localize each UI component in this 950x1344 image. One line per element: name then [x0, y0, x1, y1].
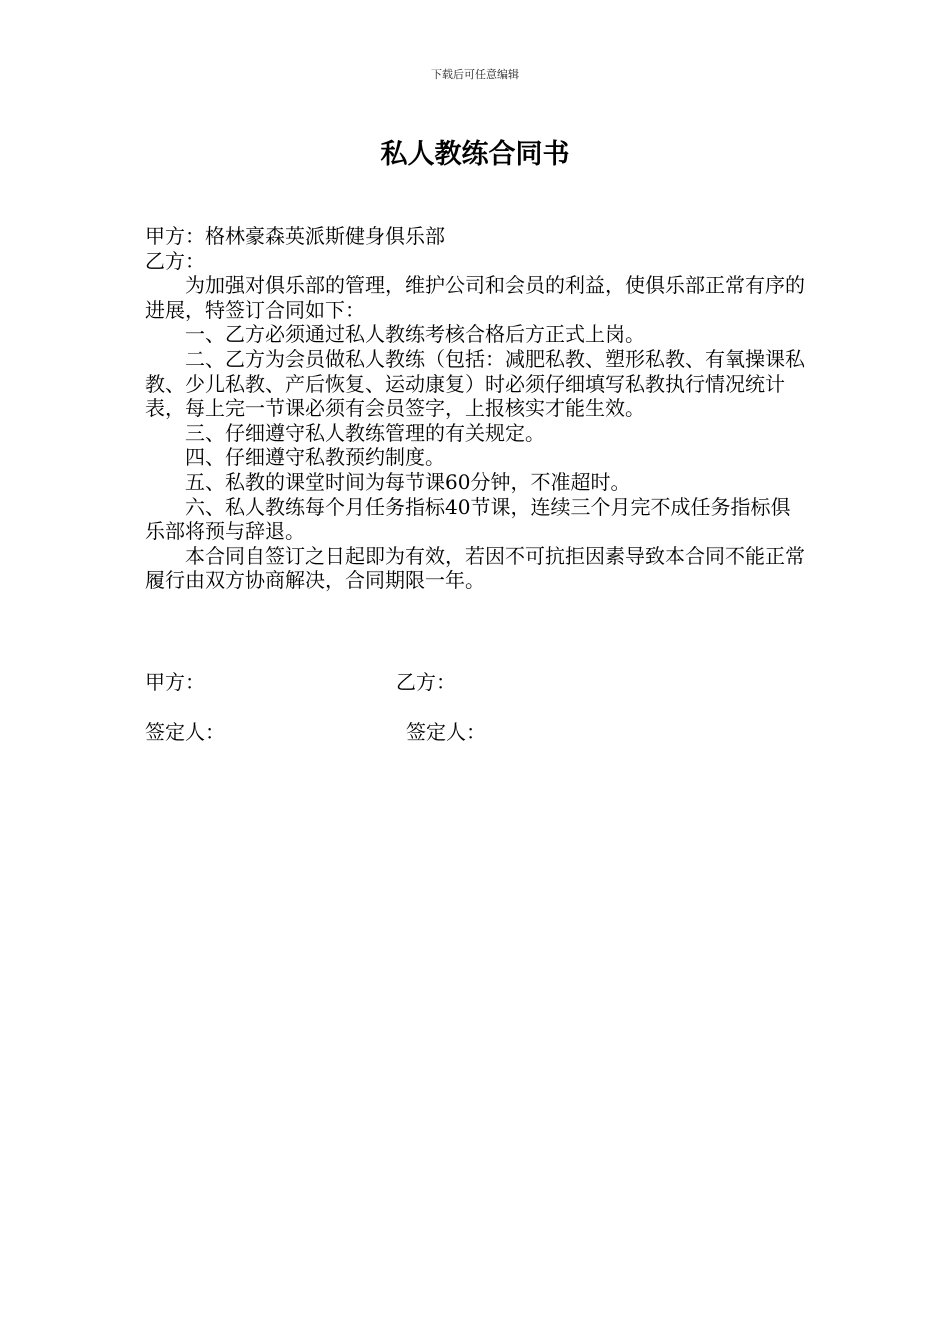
paragraph-validity: 本合同自签订之日起即为有效，若因不可抗拒因素导致本合同不能正常履行由双方协商解决，合同期限一年。 — [145, 543, 805, 593]
signature-party-b-label: 乙方： — [396, 670, 456, 694]
clause-2: 二、乙方为会员做私人教练（包括：减肥私教、塑形私教、有氧操课私教、少儿私教、产后恢复、运动康复）时必须仔细填写私教执行情况统计表，每上完一节课必须有会员签字，上报核实才能生效。 — [145, 346, 805, 421]
signature-signer-a-label: 签定人： — [145, 720, 225, 744]
clause-6: 六、私人教练每个月任务指标40节课，连续三个月完不成任务指标俱乐部将预与辞退。 — [145, 494, 791, 544]
party-b-line: 乙方： — [145, 248, 205, 273]
document-title: 私人教练合同书 — [380, 139, 570, 170]
paragraph-intro: 为加强对俱乐部的管理，维护公司和会员的利益，使俱乐部正常有序的进展，特签订合同如下： — [145, 273, 805, 322]
clause-4: 四、仔细遵守私教预约制度。 — [185, 445, 445, 470]
header-note: 下载后可任意编辑 — [431, 68, 519, 81]
clause-1: 一、乙方必须通过私人教练考核合格后方正式上岗。 — [185, 322, 645, 347]
party-a-line: 甲方：格林豪森英派斯健身俱乐部 — [145, 224, 445, 248]
signature-signer-b-label: 签定人： — [406, 720, 486, 744]
clause-3: 三、仔细遵守私人教练管理的有关规定。 — [185, 420, 545, 445]
document-body — [145, 224, 807, 593]
signature-party-a-label: 甲方： — [145, 670, 205, 694]
clause-5: 五、私教的课堂时间为每节课60分钟，不准超时。 — [185, 469, 631, 494]
